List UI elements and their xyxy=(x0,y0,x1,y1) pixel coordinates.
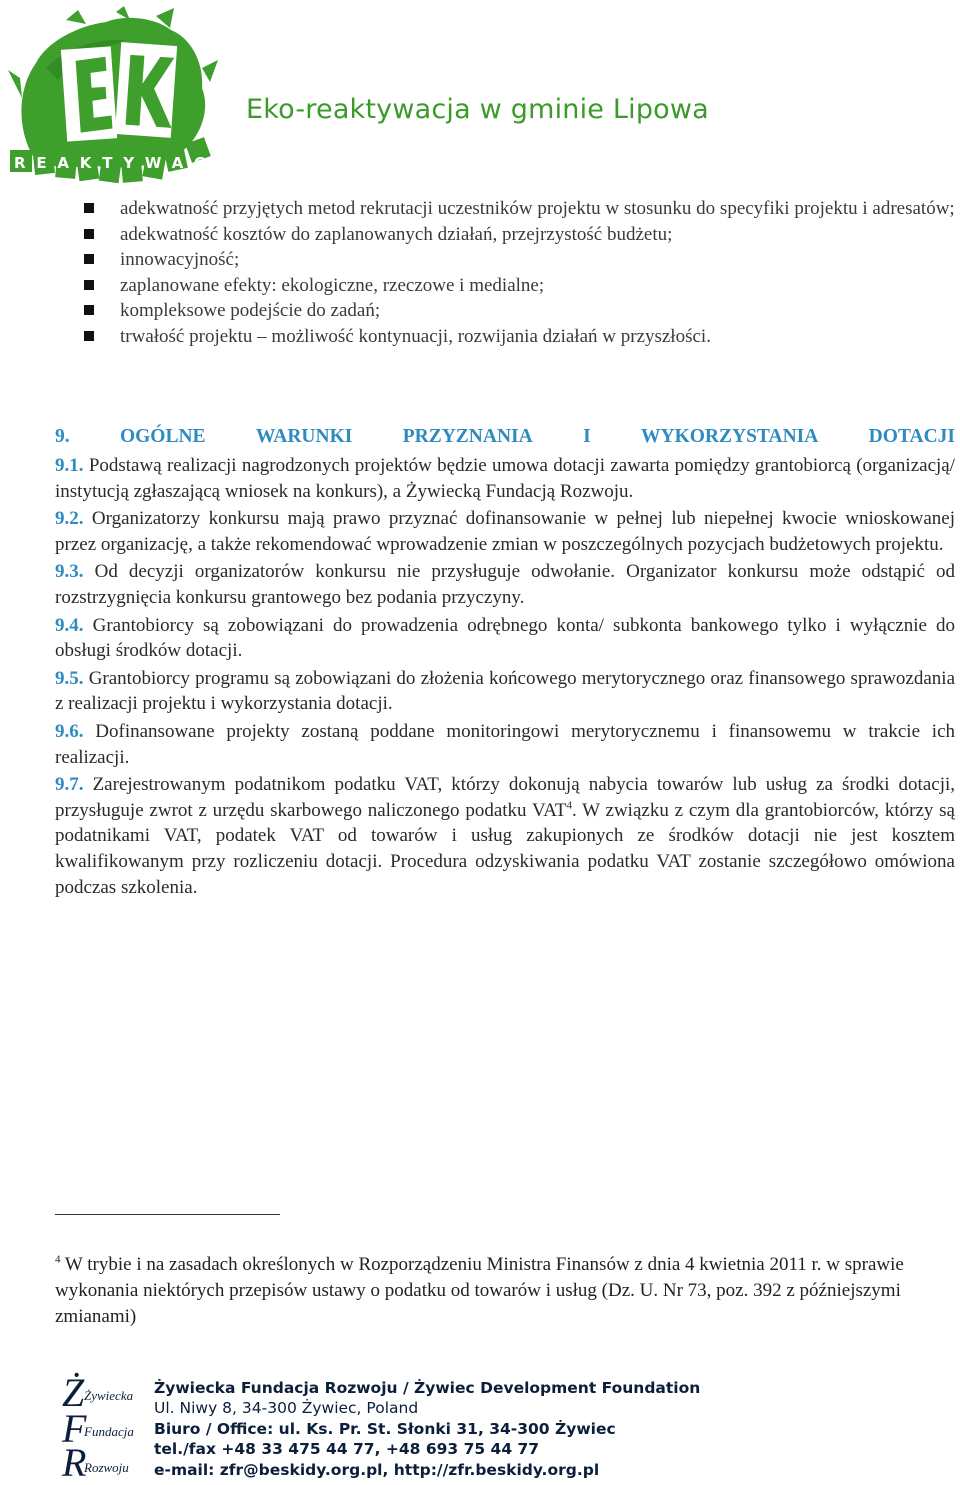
paragraph-9-1: 9.1. Podstawą realizacji nagrodzonych projektów będzie umowa dotacji zawarta pomiędzy grantobiorcą (organizacją/ instytucją zgłaszającą wniosek na konkurs), a Żywiecką Fundacją Rozwoju. xyxy=(55,455,956,502)
svg-text:R: R xyxy=(62,1440,87,1485)
svg-text:Żywiecka: Żywiecka xyxy=(84,1388,134,1403)
header-title: Eko-reaktywacja w gminie Lipowa xyxy=(246,94,709,125)
paragraph-9-3: 9.3. Od decyzji organizatorów konkursu nie przysługuje odwołanie. Organizator konkursu może odstąpić od rozstrzygnięcia konkursu grantowego bez podania przyczyny. xyxy=(55,561,956,608)
footnote-reference[interactable]: 4 xyxy=(566,799,572,812)
list-item: adekwatność kosztów do zaplanowanych działań, przejrzystość budżetu; xyxy=(84,222,956,248)
paragraph-9-5: 9.5. Grantobiorcy programu są zobowiązani do złożenia końcowego merytorycznego oraz finansowego sprawozdania z realizacji projektu i wykorzystania dotacji. xyxy=(55,667,956,715)
criteria-bullet-list xyxy=(84,196,956,350)
square-bullet-icon xyxy=(84,331,94,341)
zfr-logo xyxy=(60,1370,140,1485)
footer-email-link[interactable]: e-mail: zfr@beskidy.org.pl, http://zfr.beskidy.org.pl xyxy=(154,1460,600,1479)
svg-text:Rozwoju: Rozwoju xyxy=(84,1460,129,1475)
footer-office: Biuro / Office: ul. Ks. Pr. St. Słonki 31, 34-300 Żywiec xyxy=(154,1419,616,1438)
footer-org-name: Żywiecka Fundacja Rozwoju / Żywiec Development Foundation xyxy=(154,1379,701,1397)
square-bullet-icon xyxy=(84,305,94,315)
footnote-mark: 4 xyxy=(55,1253,61,1266)
paragraph-9-7: 9.7. Zarejestrowanym podatnikom podatku VAT, którzy dokonują nabycia towarów lub usług za środki dotacji, przysługuje zwrot z urzędu skarbowego naliczonego podatku VAT$^4$. W związku z czym dla grantobiorców, którzy są podatnikami VAT, podatek VAT od towarów i usług zakupionych ze środków dotacji nie jest kosztem kwalifikowanym przy rozliczeniu dotacji. Procedura odzyskiwania podatku VAT zostanie szczegółowo omówiona podczas szkolenia. xyxy=(55,774,955,898)
footer-contact xyxy=(154,1378,700,1480)
footnote-text: W trybie i na zasadach określonych w Rozporządzeniu Ministra Finansów z dnia 4 kwietnia 2011 r. w sprawie wykonania niektórych przepisów ustawy o podatku od towarów i usług (Dz. U. Nr 73, poz. 392 z późniejszymi zmianami) xyxy=(55,1254,904,1327)
square-bullet-icon xyxy=(84,254,94,264)
ek-reaktywacja-logo xyxy=(6,8,255,186)
paragraph-9-4: 9.4. Grantobiorcy są zobowiązani do prowadzenia odrębnego konta/ subkonta bankowego tylko i wyłącznie do obsługi środków dotacji. xyxy=(55,614,955,662)
footnote-divider xyxy=(55,1214,280,1215)
list-item: zaplanowane efekty: ekologiczne, rzeczowe i medialne; xyxy=(84,273,956,299)
square-bullet-icon xyxy=(84,203,94,213)
square-bullet-icon xyxy=(84,229,94,239)
svg-text:Fundacja: Fundacja xyxy=(84,1424,134,1439)
list-item: kompleksowe podejście do zadań; xyxy=(84,298,956,324)
svg-text:F: F xyxy=(62,1406,87,1451)
paragraph-9-2: 9.2. Organizatorzy konkursu mają prawo przyznać dofinansowanie w pełnej lub niepełnej kwocie wnioskowanej przez organizację, a także rekomendować wprowadzenie zmian w poszczególnych pozycjach budżetowych projektu. xyxy=(55,508,955,555)
page-header xyxy=(0,0,960,190)
square-bullet-icon xyxy=(84,280,94,290)
section-heading: 9. OGÓLNE WARUNKI PRZYZNANIA I WYKORZYSTANIA DOTACJI xyxy=(55,426,955,447)
list-item: innowacyjność; xyxy=(84,247,956,273)
list-item: trwałość projektu – możliwość kontynuacji, rozwijania działań w przyszłości. xyxy=(84,324,956,350)
svg-text:REAKTYWACJA: REAKTYWACJA xyxy=(14,154,255,172)
section-paragraphs xyxy=(55,453,955,902)
paragraph-9-6: 9.6. Dofinansowane projekty zostaną poddane monitoringowi merytorycznemu i finansowemu w trakcie ich realizacji. xyxy=(55,720,956,768)
list-item: adekwatność przyjętych metod rekrutacji uczestników projektu w stosunku do specyfiki projektu i adresatów; xyxy=(84,196,956,222)
footer-address: Ul. Niwy 8, 34-300 Żywiec, Poland xyxy=(154,1399,419,1418)
footer-phone: tel./fax +48 33 475 44 77, +48 693 75 44 77 xyxy=(154,1440,540,1459)
svg-text:Ż: Ż xyxy=(62,1370,85,1415)
footnote xyxy=(55,1252,955,1330)
